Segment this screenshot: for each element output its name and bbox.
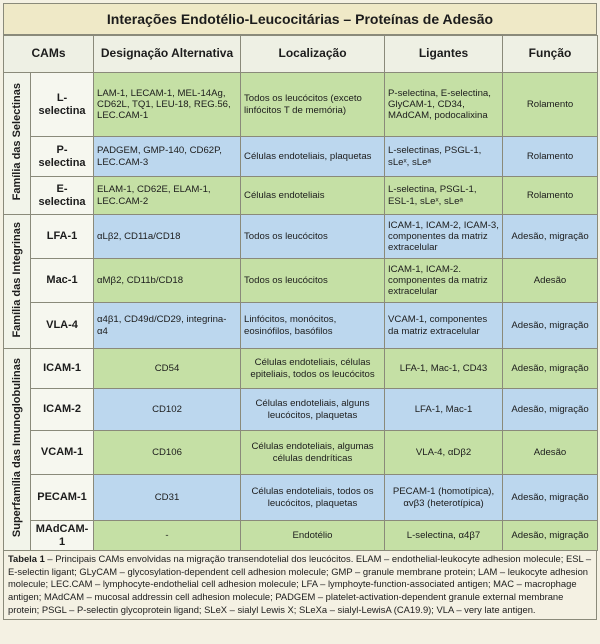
header-cams: CAMs [4, 36, 94, 73]
header-funcao: Função [503, 36, 598, 73]
table-row [4, 259, 598, 303]
group-integrinas: Família das Integrinas [4, 215, 31, 349]
table-title: Interações Endotélio-Leucocitárias – Proteínas de Adesão [3, 3, 597, 35]
table-row [4, 215, 598, 259]
caption-text: – Principais CAMs envolvidas na migração transendotelial dos leucócitos. ELAM – endothelial-leukocyte adhesion molecule; ESL – E-selectin ligant; GLyCAM – glycosylation-dependent cell adhesion molecule; GMP – granule membrane protein; LAM – leukocyte adhesion molecule; LEC.CAM – lymphocyte-endothelial cell adhesion molecule; LFA – lymphoyte-function-associated antigen; MAC – macrophage antigen; MAdCAM – mucosal addressin cell adhesion molecule; PADGEM – platelet-activation-dependent granule external membrane protein; PSGL – P-selectin glycoprotein ligand; SLeX – sialyl Lewis X; SLeXa – sialyl-LewisA (CA19.9); VLA – very late antigen. [8, 553, 592, 615]
designacao-cell: CD54 [94, 349, 241, 389]
ligantes-cell: VLA-4, αDβ2 [385, 431, 503, 475]
group-imunoglobulinas: Superfamília das Imunoglobulinas [4, 349, 31, 551]
cam-name: ICAM-2 [31, 389, 94, 431]
designacao-cell: CD31 [94, 475, 241, 521]
cam-name: ICAM-1 [31, 349, 94, 389]
funcao-cell: Rolamento [503, 137, 598, 177]
localizacao-cell: Células endoteliais, células epiteliais, todos os leucócitos [241, 349, 385, 389]
group-selectinas: Família das Selectinas [4, 73, 31, 215]
localizacao-cell: Células endoteliais, todos os leucócitos, plaquetas [241, 475, 385, 521]
cam-name: L- selectina [31, 73, 94, 137]
header-row [4, 36, 598, 73]
cam-name: P-selectina [31, 137, 94, 177]
table-row [4, 431, 598, 475]
table-row [4, 521, 598, 551]
cam-name: E-selectina [31, 177, 94, 215]
ligantes-cell: ICAM-1, ICAM-2, ICAM-3, componentes da matriz extracelular [385, 215, 503, 259]
funcao-cell: Adesão, migração [503, 475, 598, 521]
ligantes-cell: P-selectina, E-selectina, GlyCAM-1, CD34, MAdCAM, podocalixina [385, 73, 503, 137]
localizacao-cell: Todos os leucócitos (exceto linfócitos T de memória) [241, 73, 385, 137]
cam-name: VCAM-1 [31, 431, 94, 475]
funcao-cell: Adesão, migração [503, 349, 598, 389]
designacao-cell: LAM-1, LECAM-1, MEL-14Ag, CD62L, TQ1, LEU-18, REG.56, LEC.CAM-1 [94, 73, 241, 137]
localizacao-cell: Linfócitos, monócitos, eosinófilos, basófilos [241, 303, 385, 349]
designacao-cell: PADGEM, GMP-140, CD62P, LEC.CAM-3 [94, 137, 241, 177]
funcao-cell: Adesão [503, 259, 598, 303]
localizacao-cell: Células endoteliais [241, 177, 385, 215]
ligantes-cell: LFA-1, Mac-1, CD43 [385, 349, 503, 389]
header-designacao: Designação Alternativa [94, 36, 241, 73]
table-row [4, 303, 598, 349]
localizacao-cell: Células endoteliais, plaquetas [241, 137, 385, 177]
header-localizacao: Localização [241, 36, 385, 73]
ligantes-cell: PECAM-1 (homotípica), αvβ3 (heterotípica) [385, 475, 503, 521]
designacao-cell: αLβ2, CD11a/CD18 [94, 215, 241, 259]
funcao-cell: Rolamento [503, 177, 598, 215]
ligantes-cell: ICAM-1, ICAM-2. componentes da matriz extracelular [385, 259, 503, 303]
designacao-cell: α4β1, CD49d/CD29, integrina-α4 [94, 303, 241, 349]
ligantes-cell: LFA-1, Mac-1 [385, 389, 503, 431]
localizacao-cell: Todos os leucócitos [241, 259, 385, 303]
cams-table [3, 35, 598, 551]
designacao-cell: - [94, 521, 241, 551]
cam-name: LFA-1 [31, 215, 94, 259]
designacao-cell: CD106 [94, 431, 241, 475]
cam-name: MAdCAM-1 [31, 521, 94, 551]
ligantes-cell: VCAM-1, componentes da matriz extracelular [385, 303, 503, 349]
table-row [4, 137, 598, 177]
cam-name: Mac-1 [31, 259, 94, 303]
funcao-cell: Adesão, migração [503, 303, 598, 349]
table-row [4, 389, 598, 431]
funcao-cell: Rolamento [503, 73, 598, 137]
caption-label: Tabela 1 [8, 553, 45, 564]
cam-name: VLA-4 [31, 303, 94, 349]
table-row [4, 475, 598, 521]
funcao-cell: Adesão, migração [503, 215, 598, 259]
table-row [4, 177, 598, 215]
localizacao-cell: Endotélio [241, 521, 385, 551]
localizacao-cell: Todos os leucócitos [241, 215, 385, 259]
table-caption [3, 551, 597, 620]
designacao-cell: αMβ2, CD11b/CD18 [94, 259, 241, 303]
funcao-cell: Adesão, migração [503, 521, 598, 551]
ligantes-cell: L-selectina, α4β7 [385, 521, 503, 551]
funcao-cell: Adesão [503, 431, 598, 475]
designacao-cell: CD102 [94, 389, 241, 431]
localizacao-cell: Células endoteliais, alguns leucócitos, plaquetas [241, 389, 385, 431]
table-row [4, 73, 598, 137]
ligantes-cell: L-selectina, PSGL-1, ESL-1, sLeˣ, sLeᵃ [385, 177, 503, 215]
document-page [3, 3, 597, 620]
designacao-cell: ELAM-1, CD62E, ELAM-1, LEC.CAM-2 [94, 177, 241, 215]
cam-name: PECAM-1 [31, 475, 94, 521]
localizacao-cell: Células endoteliais, algumas células dendríticas [241, 431, 385, 475]
table-row [4, 349, 598, 389]
funcao-cell: Adesão, migração [503, 389, 598, 431]
ligantes-cell: L-selectinas, PSGL-1, sLeˣ, sLeᵃ [385, 137, 503, 177]
header-ligantes: Ligantes [385, 36, 503, 73]
